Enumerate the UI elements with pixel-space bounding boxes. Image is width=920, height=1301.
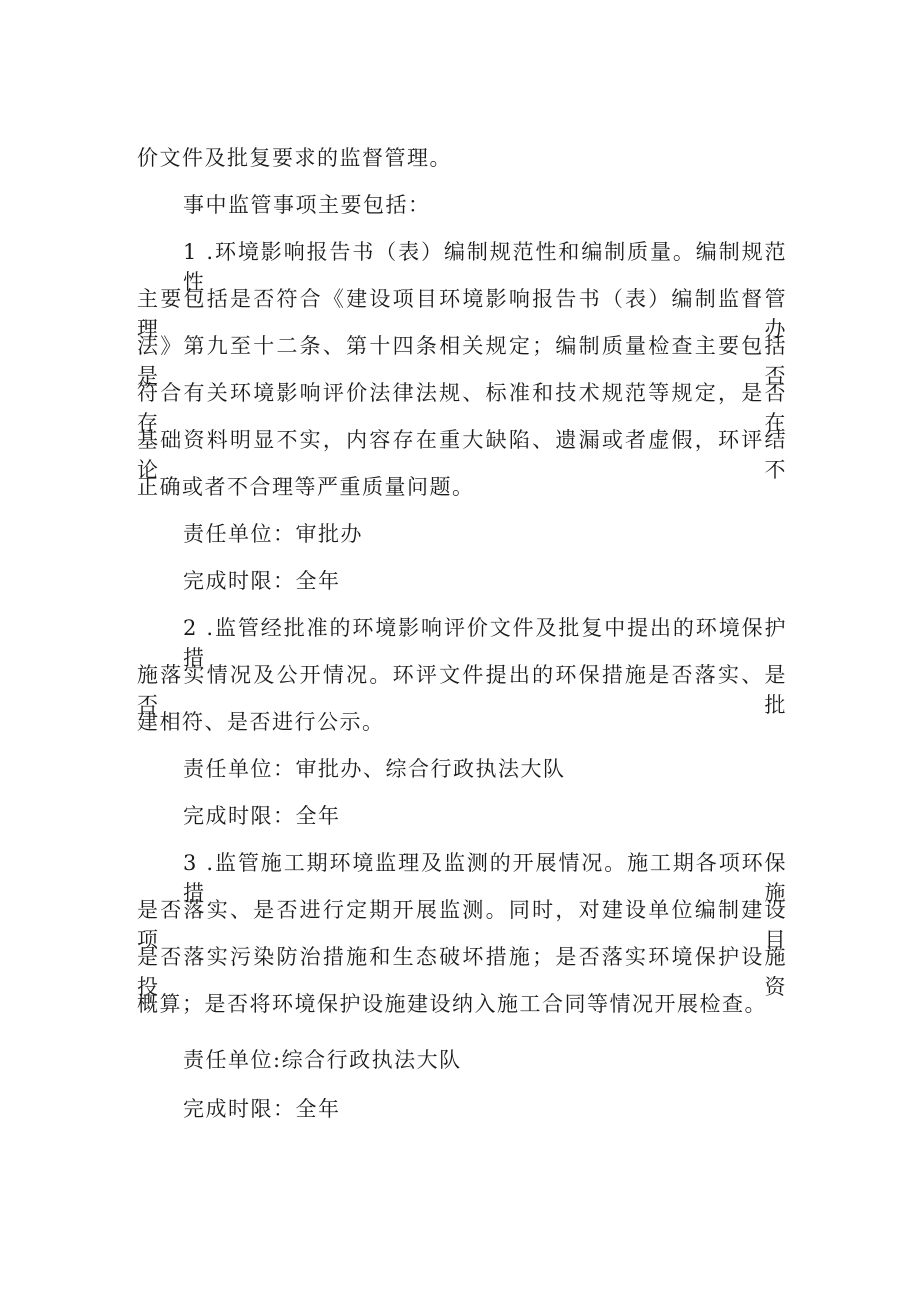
text-line: 价文件及批复要求的监督管理。 — [137, 146, 452, 170]
responsible-unit: 责任单位：审批办 — [183, 522, 363, 546]
text-line: 基础资料明显不实，内容存在重大缺陷、遗漏或者虚假，环评结论不 — [137, 428, 787, 482]
deadline: 完成时限：全年 — [183, 804, 341, 828]
text-line: 正确或者不合理等严重质量问题。 — [137, 475, 475, 499]
text-line: 概算；是否将环境保护设施建设纳入施工合同等情况开展检查。 — [137, 992, 767, 1016]
text-line: 1 .环境影响报告书（表）编制规范性和编制质量。编制规范性 — [183, 240, 787, 294]
text-line: 是否落实、是否进行定期开展监测。同时，对建设单位编制建设项目 — [137, 898, 787, 952]
deadline: 完成时限：全年 — [183, 569, 341, 593]
text-line: 事中监管事项主要包括： — [183, 193, 431, 217]
text-line: 3 .监管施工期环境监理及监测的开展情况。施工期各项环保措施 — [183, 851, 787, 905]
text-line: 建相符、是否进行公示。 — [137, 710, 385, 734]
responsible-unit: 责任单位：审批办、综合行政执法大队 — [183, 757, 566, 781]
text-line: 主要包括是否符合《建设项目环境影响报告书（表）编制监督管理办 — [137, 287, 787, 341]
text-line: 符合有关环境影响评价法律法规、标准和技术规范等规定，是否存在 — [137, 381, 787, 435]
deadline: 完成时限：全年 — [183, 1097, 341, 1121]
text-line: 施落实情况及公开情况。环评文件提出的环保措施是否落实、是否批 — [137, 663, 787, 717]
text-line: 是否落实污染防治措施和生态破坏措施；是否落实环境保护设施投资 — [137, 945, 787, 999]
text-line: 2 .监管经批准的环境影响评价文件及批复中提出的环境保护措 — [183, 616, 787, 670]
text-line: 法》第九至十二条、第十四条相关规定；编制质量检查主要包括是否 — [137, 334, 787, 388]
responsible-unit: 责任单位:综合行政执法大队 — [183, 1048, 462, 1072]
